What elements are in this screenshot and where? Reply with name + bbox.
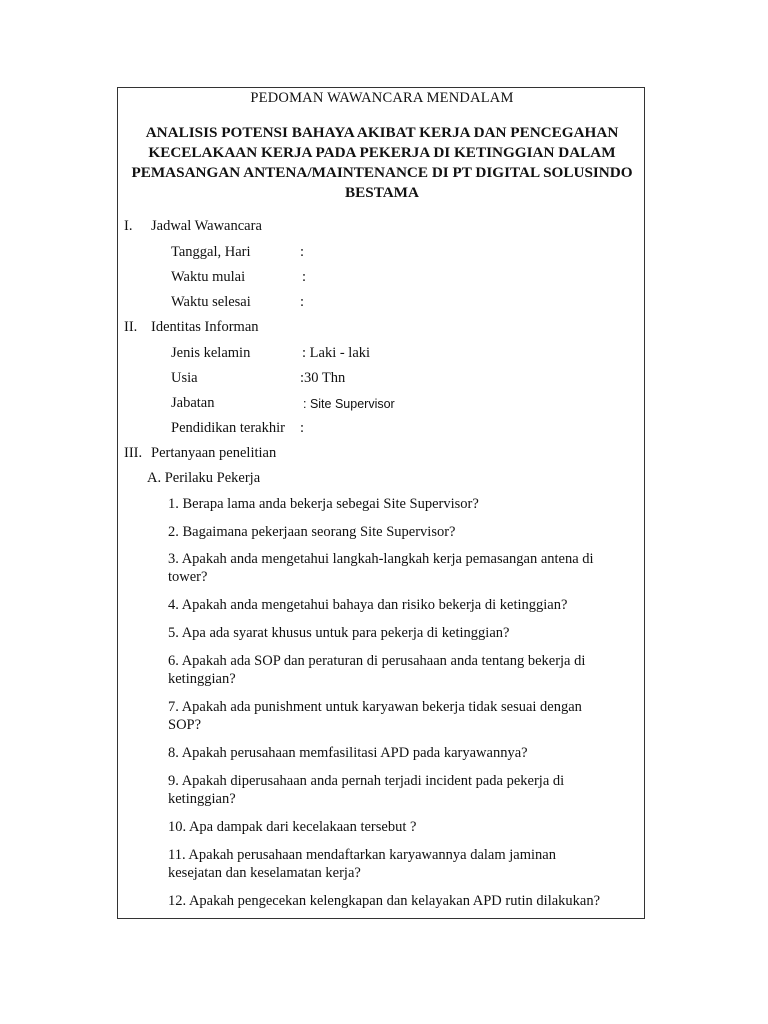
field-label-jenis-kelamin: Jenis kelamin	[171, 345, 251, 361]
document-title: PEDOMAN WAWANCARA MENDALAM	[250, 90, 514, 106]
question-2: 2. Bagaimana pekerjaan seorang Site Supervisor?	[168, 524, 456, 540]
question-3: 3. Apakah anda mengetahui langkah-langkah kerja pemasangan antena di	[168, 551, 594, 567]
field-value-usia: :30 Thn	[300, 370, 346, 386]
section1-number: I.	[124, 218, 133, 234]
field-value-waktu-mulai: :	[302, 269, 307, 285]
field-label-usia: Usia	[171, 370, 198, 386]
field-label-waktu-selesai: Waktu selesai	[171, 294, 251, 310]
document-frame	[117, 87, 645, 919]
field-value-tanggal: :	[300, 244, 305, 260]
question-4: 4. Apakah anda mengetahui bahaya dan risiko bekerja di ketinggian?	[168, 597, 568, 613]
subsection-title: A. Perilaku Pekerja	[147, 470, 261, 486]
subtitle-line-1: ANALISIS POTENSI BAHAYA AKIBAT KERJA DAN PENCEGAHAN	[145, 124, 619, 141]
field-value-waktu-selesai: :	[300, 294, 305, 310]
question-11-cont: kesejatan dan keselamatan kerja?	[168, 865, 361, 881]
section3-title: Pertanyaan penelitian	[151, 445, 277, 461]
section3-number: III.	[124, 445, 143, 461]
question-9-cont: ketinggian?	[168, 791, 236, 807]
question-3-cont: tower?	[168, 569, 208, 585]
subtitle-line-2: KECELAKAAN KERJA PADA PEKERJA DI KETINGGIAN DALAM	[148, 144, 616, 161]
section1-title: Jadwal Wawancara	[151, 218, 262, 234]
question-7-cont: SOP?	[168, 717, 202, 733]
field-label-jabatan: Jabatan	[171, 395, 215, 411]
question-9: 9. Apakah diperusahaan anda pernah terjadi incident pada pekerja di	[168, 773, 565, 789]
question-11: 11. Apakah perusahaan mendaftarkan karyawannya dalam jaminan	[168, 847, 556, 863]
field-label-pendidikan: Pendidikan terakhir	[171, 420, 285, 436]
question-10: 10. Apa dampak dari kecelakaan tersebut ?	[168, 819, 417, 835]
question-5: 5. Apa ada syarat khusus untuk para pekerja di ketinggian?	[168, 625, 510, 641]
question-6-cont: ketinggian?	[168, 671, 236, 687]
subtitle-line-4: BESTAMA	[345, 184, 419, 201]
section2-number: II.	[124, 319, 138, 335]
question-12: 12. Apakah pengecekan kelengkapan dan kelayakan APD rutin dilakukan?	[168, 893, 601, 909]
field-value-pendidikan: :	[300, 420, 305, 436]
question-6: 6. Apakah ada SOP dan peraturan di perusahaan anda tentang bekerja di	[168, 653, 586, 669]
question-1: 1. Berapa lama anda bekerja sebegai Site Supervisor?	[168, 496, 479, 512]
field-label-waktu-mulai: Waktu mulai	[171, 269, 246, 285]
question-7: 7. Apakah ada punishment untuk karyawan bekerja tidak sesuai dengan	[168, 699, 582, 715]
field-value-jabatan: : Site Supervisor	[303, 397, 395, 411]
field-value-jenis-kelamin: : Laki - laki	[302, 345, 371, 361]
subtitle-line-3: PEMASANGAN ANTENA/MAINTENANCE DI PT DIGITAL SOLUSINDO	[131, 164, 633, 181]
field-label-tanggal: Tanggal, Hari	[171, 244, 251, 260]
question-8: 8. Apakah perusahaan memfasilitasi APD pada karyawannya?	[168, 745, 528, 761]
section2-title: Identitas Informan	[151, 319, 259, 335]
